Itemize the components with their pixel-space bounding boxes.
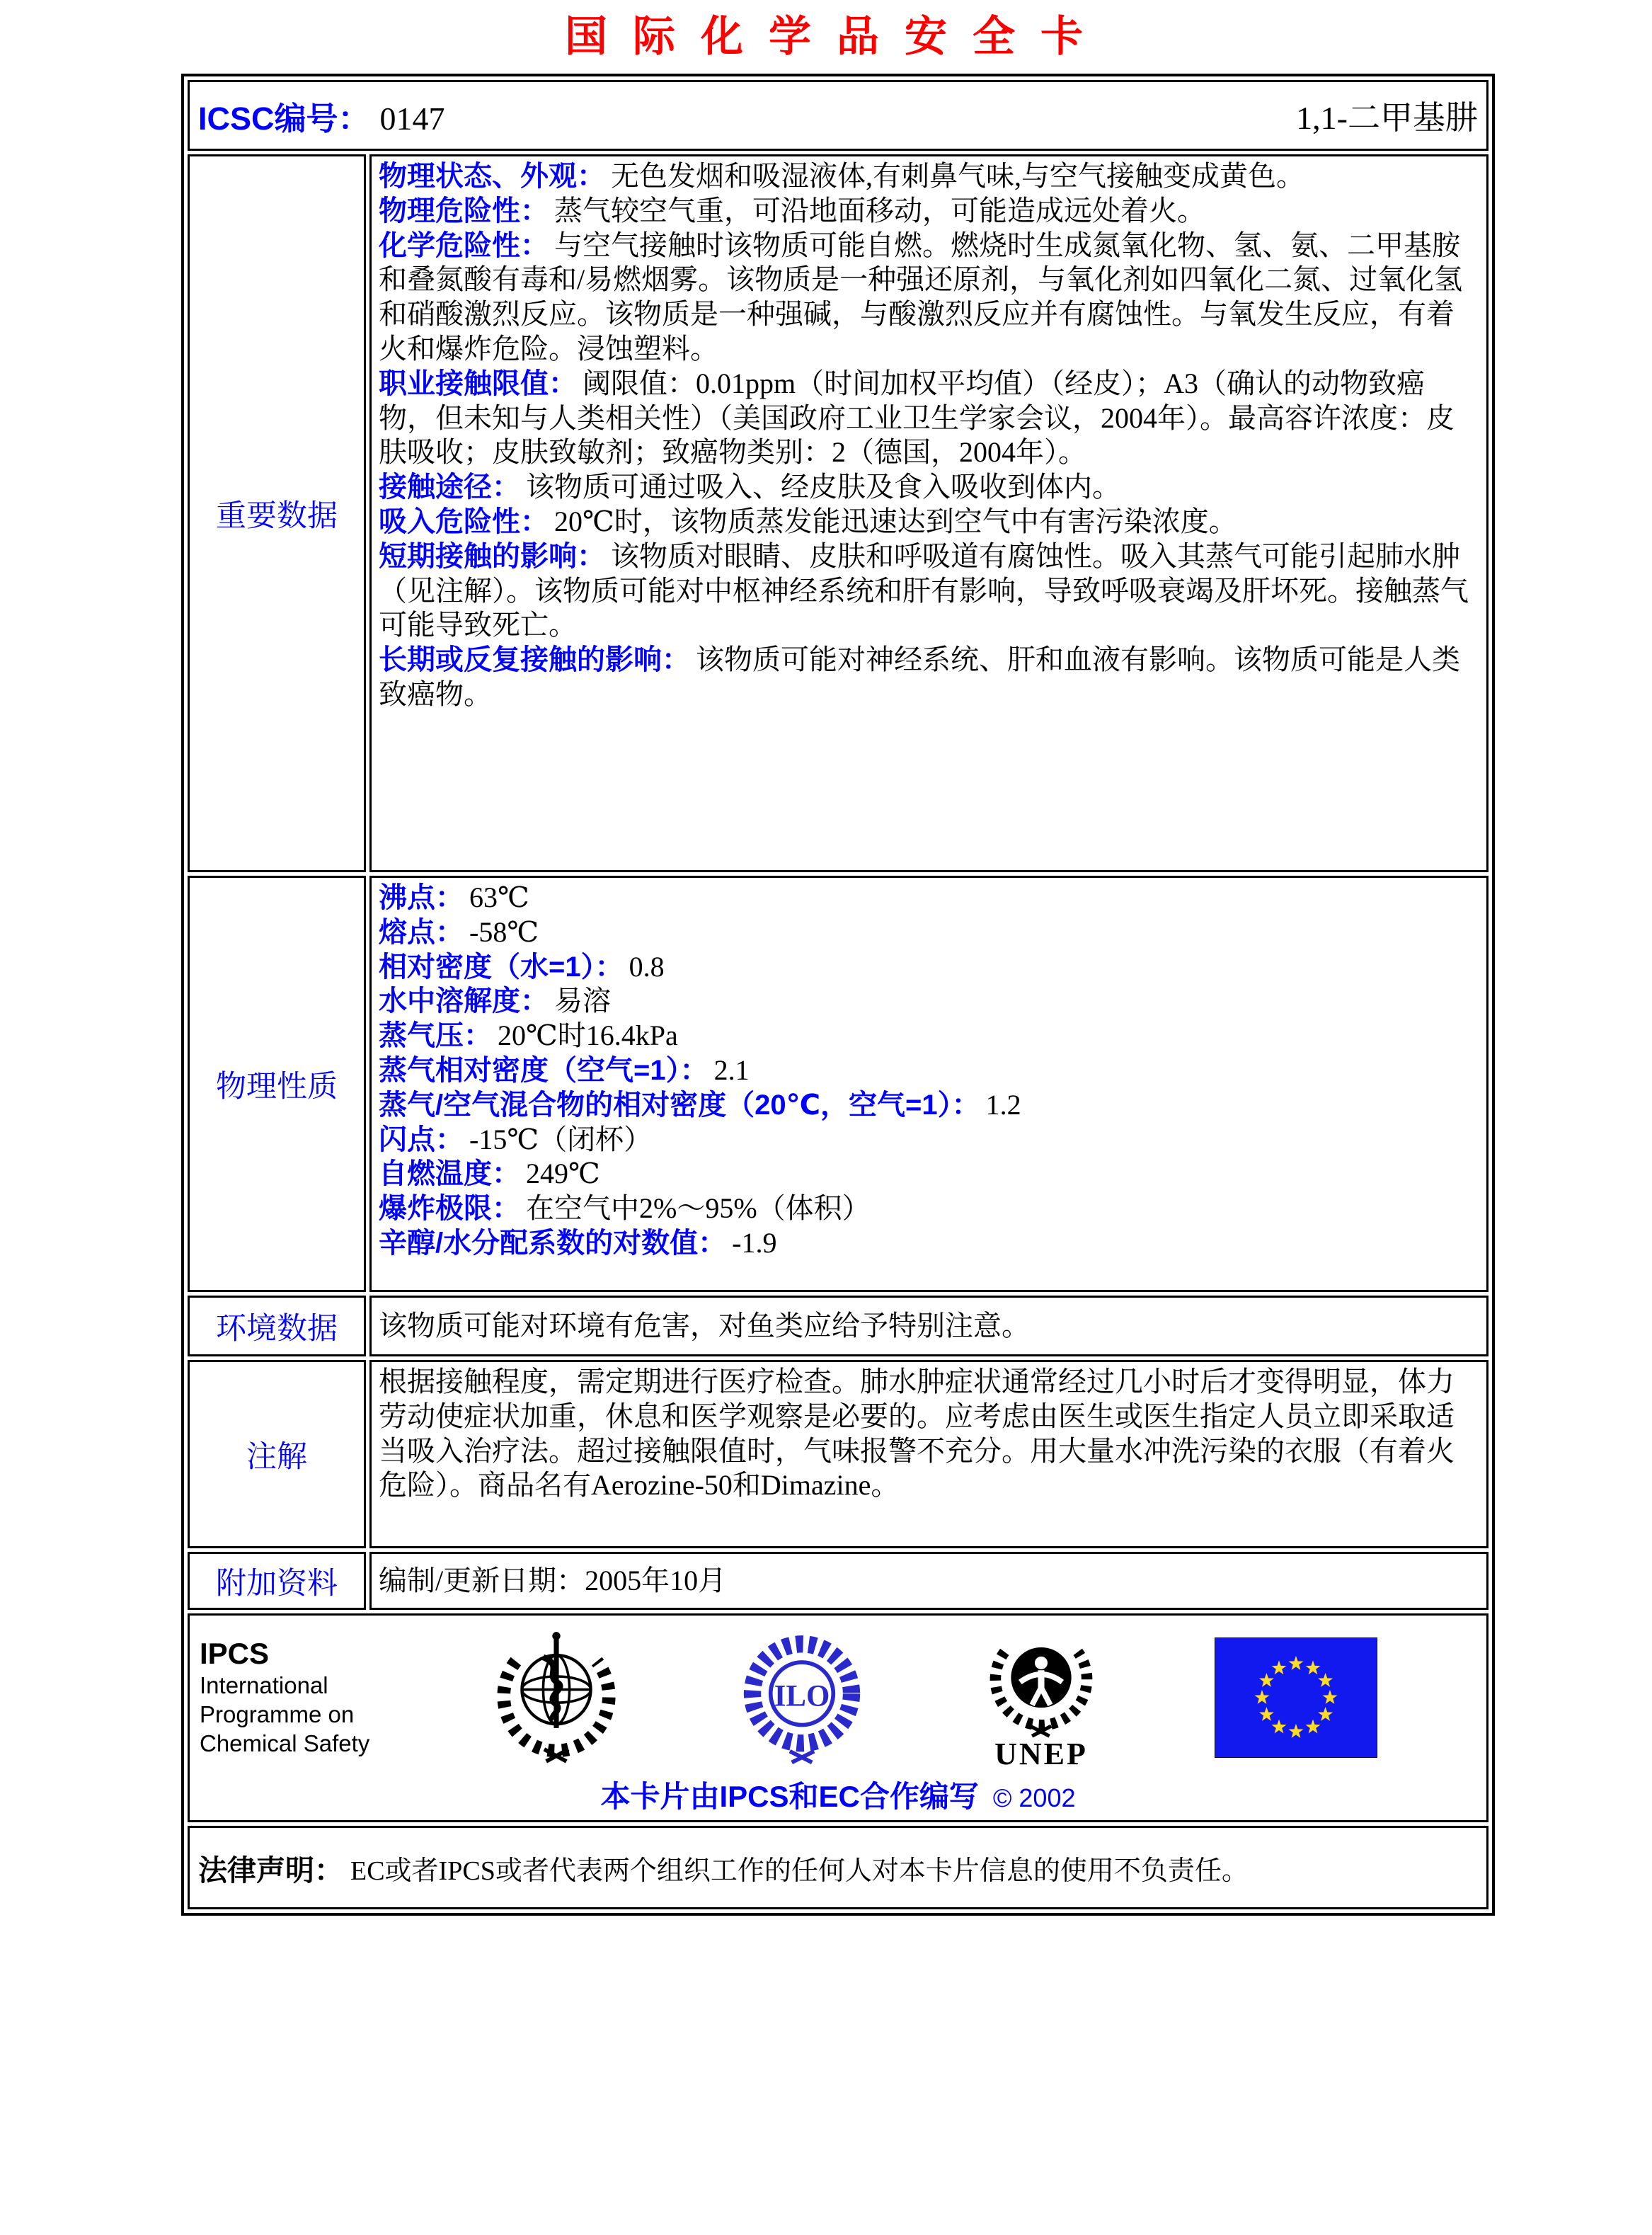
entry-label: 接触途径： [379,471,520,503]
important-data-row [188,154,1488,872]
additional-info-text: 编制/更新日期：2005年10月 [379,1564,727,1596]
entry-label: 闪点： [379,1124,464,1155]
physical-entry [379,950,1479,985]
entry-label: 相对密度（水=1）： [379,951,624,983]
important-entry [379,159,1479,194]
entry-text: 63℃ [469,881,529,913]
ilo-logo-icon [736,1627,868,1768]
entry-text: 与空气接触时该物质可能自燃。燃烧时生成氮氧化物、氢、氨、二甲基胺和叠氮酸有毒和/易燃烟雾。该物质是一种强还原剂，与氧化剂如四氧化二氮、过氧化氢和硝酸激烈反应。该物质是一种强碱，与酸激烈反应并有腐蚀性。与氧发生反应，有着火和爆炸危险。浸蚀塑料。 [379,229,1463,365]
additional-info-row [188,1552,1488,1610]
page-title: 国际化学品安全卡 [565,13,1108,60]
entry-text: 该物质对眼睛、皮肤和呼吸道有腐蚀性。吸入其蒸气可能引起肺水肿（见注解）。该物质可能对中枢神经系统和肝有影响，导致呼吸衰竭及肝坏死。接触蒸气可能导致死亡。 [379,539,1469,641]
entry-label: 自燃温度： [379,1158,520,1190]
physical-entry [379,1157,1479,1191]
physical-entry [379,1053,1479,1088]
physical-entry [379,1088,1479,1123]
entry-label: 蒸气相对密度（空气=1）： [379,1054,709,1086]
icsc-card [181,74,1495,1916]
entry-text: 该物质可能对神经系统、肝和血液有影响。该物质可能是人类致癌物。 [379,644,1460,710]
unep-wordmark: UNEP [994,1737,1088,1771]
entry-label: 长期或反复接触的影响： [379,644,690,676]
ipcs-text-block [200,1637,377,1759]
legal-text: EC或者IPCS或者代表两个组织工作的任何人对本卡片信息的使用不负责任。 [350,1856,1249,1886]
entry-text: 阈限值：0.01ppm（时间加权平均值）（经皮）；A3（确认的动物致癌物，但未知与人类相关性）（美国政府工业卫生学家会议，2004年）。最高容许浓度：皮肤吸收；皮肤致敏剂；致癌物类别：2（德国，2004年）。 [379,367,1455,469]
icsc-number-group [198,93,445,139]
physical-entry [379,915,1479,950]
important-entry [379,194,1479,229]
additional-info-content [369,1552,1488,1610]
notes-row [188,1360,1488,1548]
physical-entry [379,881,1479,915]
entry-text: 无色发烟和吸湿液体,有刺鼻气味,与空气接触变成黄色。 [611,160,1304,192]
svg-text:ILO: ILO [774,1679,830,1713]
entry-label: 物理状态、外观： [379,161,605,192]
eu-flag-icon [1215,1637,1377,1758]
logos-strip [200,1623,1476,1772]
important-entry [379,229,1479,367]
entry-text: 在空气中2%～95%（体积） [526,1192,871,1225]
physical-entry [379,1123,1479,1157]
copyright-text: © 2002 [992,1783,1076,1812]
legal-label: 法律声明： [198,1853,343,1887]
entry-label: 水中溶解度： [379,985,549,1017]
important-entry [379,367,1479,470]
entry-text: 1.2 [985,1088,1021,1121]
entry-label: 吸入危险性： [379,505,549,537]
cooperation-text: 本卡片由IPCS和EC合作编写 [600,1780,979,1813]
entry-label: 爆炸极限： [379,1193,520,1225]
entry-label: 沸点： [379,882,464,913]
section-label-notes: 注解 [188,1360,366,1548]
environmental-text: 该物质可能对环境有危害，对鱼类应给予特别注意。 [379,1309,1030,1342]
ipcs-line: International [200,1671,328,1698]
logos-cell [188,1613,1488,1822]
entry-text: 蒸气较空气重，可沿地面移动，可能造成远处着火。 [554,194,1205,227]
ipcs-acronym: IPCS [200,1636,270,1670]
entry-label: 短期接触的影响： [379,540,605,572]
entry-text: -15℃（闭杯） [469,1123,653,1155]
physical-entry [379,984,1479,1019]
important-data-content [369,154,1488,872]
entry-text: 易溶 [554,985,611,1017]
entry-label: 熔点： [379,916,464,948]
physical-properties-row [188,876,1488,1292]
header-row [188,80,1488,151]
header-cell [188,80,1488,151]
physical-properties-content [369,876,1488,1292]
entry-label: 蒸气/空气混合物的相对密度（20℃，空气=1）： [379,1089,980,1121]
physical-entry [379,1226,1479,1261]
notes-text: 根据接触程度，需定期进行医疗检查。肺水肿症状通常经过几小时后才变得明显，体力劳动使症状加重，休息和医学观察是必要的。应考虑由医生或医生指定人员立即采取适当吸入治疗法。超过接触限值时，气味报警不充分。用大量水冲洗污染的衣服（有着火危险）。商品名有Aerozine-50和Dimazine。 [379,1366,1455,1502]
icsc-number-label: ICSC编号： [198,100,370,137]
who-logo-icon [491,1627,622,1768]
section-label-physical-properties: 物理性质 [188,876,366,1292]
unep-logo-icon [982,1623,1101,1742]
section-label-important-data: 重要数据 [188,154,366,872]
entry-text: -58℃ [469,915,539,948]
section-label-additional-info: 附加资料 [188,1552,366,1610]
environmental-data-row [188,1296,1488,1356]
entry-label: 辛醇/水分配系数的对数值： [379,1227,727,1259]
legal-cell [188,1826,1488,1909]
physical-entry [379,1019,1479,1053]
ipcs-line: Chemical Safety [200,1730,370,1757]
unep-logo-block [982,1623,1101,1772]
entry-text: 2.1 [713,1053,750,1086]
chemical-name: 1,1-二甲基肼 [1296,100,1478,136]
important-entry [379,539,1479,643]
notes-content [369,1360,1488,1548]
entry-text: 249℃ [526,1157,600,1190]
cooperation-caption [200,1773,1476,1816]
entry-text: -1.9 [732,1226,777,1259]
entry-label: 蒸气压： [379,1020,492,1052]
entry-text: 该物质可通过吸入、经皮肤及食入吸收到体内。 [526,471,1120,503]
legal-row [188,1826,1488,1909]
entry-text: 20℃时，该物质蒸发能迅速达到空气中有害污染浓度。 [554,505,1237,537]
environmental-data-content [369,1296,1488,1356]
entry-text: 0.8 [629,950,665,983]
entry-label: 职业接触限值： [379,367,577,399]
important-entry [379,470,1479,505]
physical-entry [379,1191,1479,1226]
entry-label: 物理危险性： [379,195,549,227]
section-label-environmental-data: 环境数据 [188,1296,366,1356]
entry-label: 化学危险性： [379,229,549,261]
ipcs-line: Programme on [200,1700,355,1727]
important-entry [379,643,1479,712]
entry-text: 20℃时16.4kPa [498,1019,678,1052]
logos-row [188,1613,1488,1822]
icsc-number-value: 0147 [379,100,445,137]
important-entry [379,505,1479,539]
